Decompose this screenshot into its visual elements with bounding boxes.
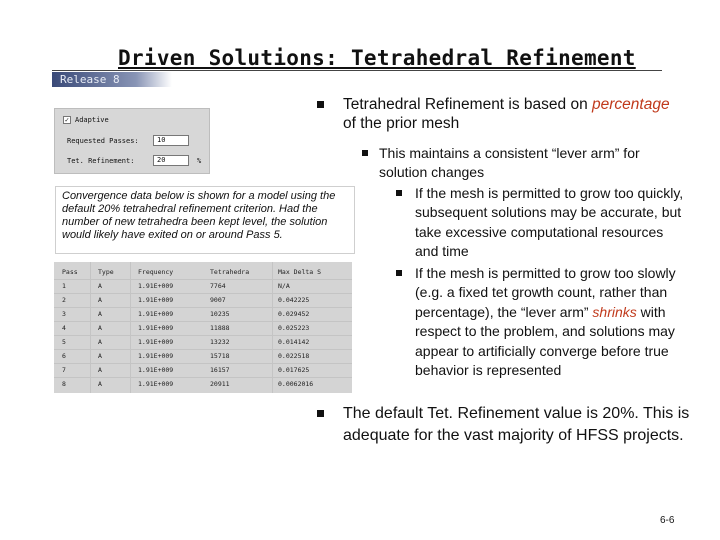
cell-tetrahedra: 10235 (210, 310, 230, 318)
table-row (54, 349, 352, 361)
cell-type: A (98, 380, 102, 388)
cell-pass: 3 (62, 310, 66, 318)
cell-pass: 2 (62, 296, 66, 304)
page-number: 6-6 (660, 515, 675, 526)
cell-frequency: 1.91E+009 (138, 324, 174, 332)
release-tag: Release 8 (52, 72, 172, 87)
cell-max-delta-s: N/A (278, 282, 290, 290)
header-frequency: Frequency (138, 268, 174, 276)
cell-frequency: 1.91E+009 (138, 380, 174, 388)
bullet-grow-slowly (415, 264, 690, 380)
cell-max-delta-s: 0.025223 (278, 324, 310, 332)
bullet-text: This maintains a consistent “lever arm” for solution changes (379, 145, 640, 181)
bullet-tet-refinement (343, 95, 683, 133)
cell-pass: 1 (62, 282, 66, 290)
table-row (54, 321, 352, 333)
bullet-marker (396, 190, 402, 196)
title-divider (52, 70, 662, 71)
table-row (54, 307, 352, 319)
cell-frequency: 1.91E+009 (138, 338, 174, 346)
cell-frequency: 1.91E+009 (138, 352, 174, 360)
table-row (54, 293, 352, 305)
cell-max-delta-s: 0.014142 (278, 338, 310, 346)
highlight-shrinks: shrinks (592, 303, 637, 320)
cell-type: A (98, 366, 102, 374)
cell-tetrahedra: 9007 (210, 296, 226, 304)
tet-refinement-label: Tet. Refinement: (67, 156, 135, 165)
cell-pass: 8 (62, 380, 66, 388)
cell-tetrahedra: 11888 (210, 324, 230, 332)
bullet-marker (317, 410, 324, 417)
requested-passes-label: Requested Passes: (67, 136, 139, 145)
bullet-text: If the mesh is permitted to grow too slowly (e.g. a fixed tet growth count, rather than percentage), the “lever arm” (415, 265, 676, 320)
cell-tetrahedra: 16157 (210, 366, 230, 374)
bullet-text: Tetrahedral Refinement is based on (343, 96, 593, 113)
bullet-marker (396, 270, 402, 276)
bullet-lever-arm (379, 144, 689, 183)
header-tetrahedra: Tetrahedra (210, 268, 250, 276)
cell-pass: 7 (62, 366, 66, 374)
refinement-settings-panel (54, 108, 210, 174)
bullet-text: If the mesh is permitted to grow too quickly, subsequent solutions may be accurate, but take excessive computational resources and time (415, 185, 684, 260)
cell-frequency: 1.91E+009 (138, 366, 174, 374)
tet-refinement-field[interactable]: 20 (153, 155, 189, 166)
table-row (54, 335, 352, 347)
table-row (54, 279, 352, 291)
cell-type: A (98, 324, 102, 332)
convergence-table (54, 262, 352, 393)
header-type: Type (98, 268, 114, 276)
cell-tetrahedra: 15718 (210, 352, 230, 360)
cell-frequency: 1.91E+009 (138, 282, 174, 290)
table-row (54, 363, 352, 375)
table-header-row (54, 266, 352, 276)
tet-refinement-unit: % (197, 156, 202, 165)
cell-type: A (98, 310, 102, 318)
bullet-marker (362, 150, 368, 156)
highlight-percentage: percentage (592, 96, 670, 113)
bullet-text: The default Tet. Refinement value is 20%. This is adequate for the vast majority of HFSS projects. (343, 405, 690, 444)
header-pass: Pass (62, 268, 78, 276)
cell-tetrahedra: 13232 (210, 338, 230, 346)
cell-pass: 5 (62, 338, 66, 346)
page-title: Driven Solutions: Tetrahedral Refinement (118, 46, 636, 70)
cell-pass: 6 (62, 352, 66, 360)
cell-max-delta-s: 0.042225 (278, 296, 310, 304)
cell-max-delta-s: 0.029452 (278, 310, 310, 318)
cell-type: A (98, 338, 102, 346)
cell-tetrahedra: 20911 (210, 380, 230, 388)
table-row (54, 377, 352, 389)
bullet-text: of the prior mesh (343, 115, 460, 132)
adaptive-checkbox[interactable]: ✓ (64, 116, 70, 124)
bullet-default-value (343, 403, 693, 446)
cell-tetrahedra: 7764 (210, 282, 226, 290)
cell-max-delta-s: 0.0062016 (278, 380, 314, 388)
cell-type: A (98, 282, 102, 290)
bullet-marker (317, 101, 324, 108)
convergence-callout: Convergence data below is shown for a model using the default 20% tetrahedral refinement criterion. Had the number of new tetrahedra been kept level, the solution would likely have exited on or around Pass 5. (55, 186, 355, 254)
bullet-grow-quickly (415, 184, 690, 262)
cell-max-delta-s: 0.017625 (278, 366, 310, 374)
cell-type: A (98, 296, 102, 304)
cell-frequency: 1.91E+009 (138, 310, 174, 318)
bullet-text: with respect to the problem, and solutions may appear to artificially converge before true behavior is represented (415, 303, 675, 379)
requested-passes-field[interactable]: 10 (153, 135, 189, 146)
adaptive-label: Adaptive (75, 116, 109, 124)
header-max-delta-s: Max Delta S (278, 268, 322, 276)
cell-max-delta-s: 0.022518 (278, 352, 310, 360)
cell-type: A (98, 352, 102, 360)
cell-pass: 4 (62, 324, 66, 332)
cell-frequency: 1.91E+009 (138, 296, 174, 304)
